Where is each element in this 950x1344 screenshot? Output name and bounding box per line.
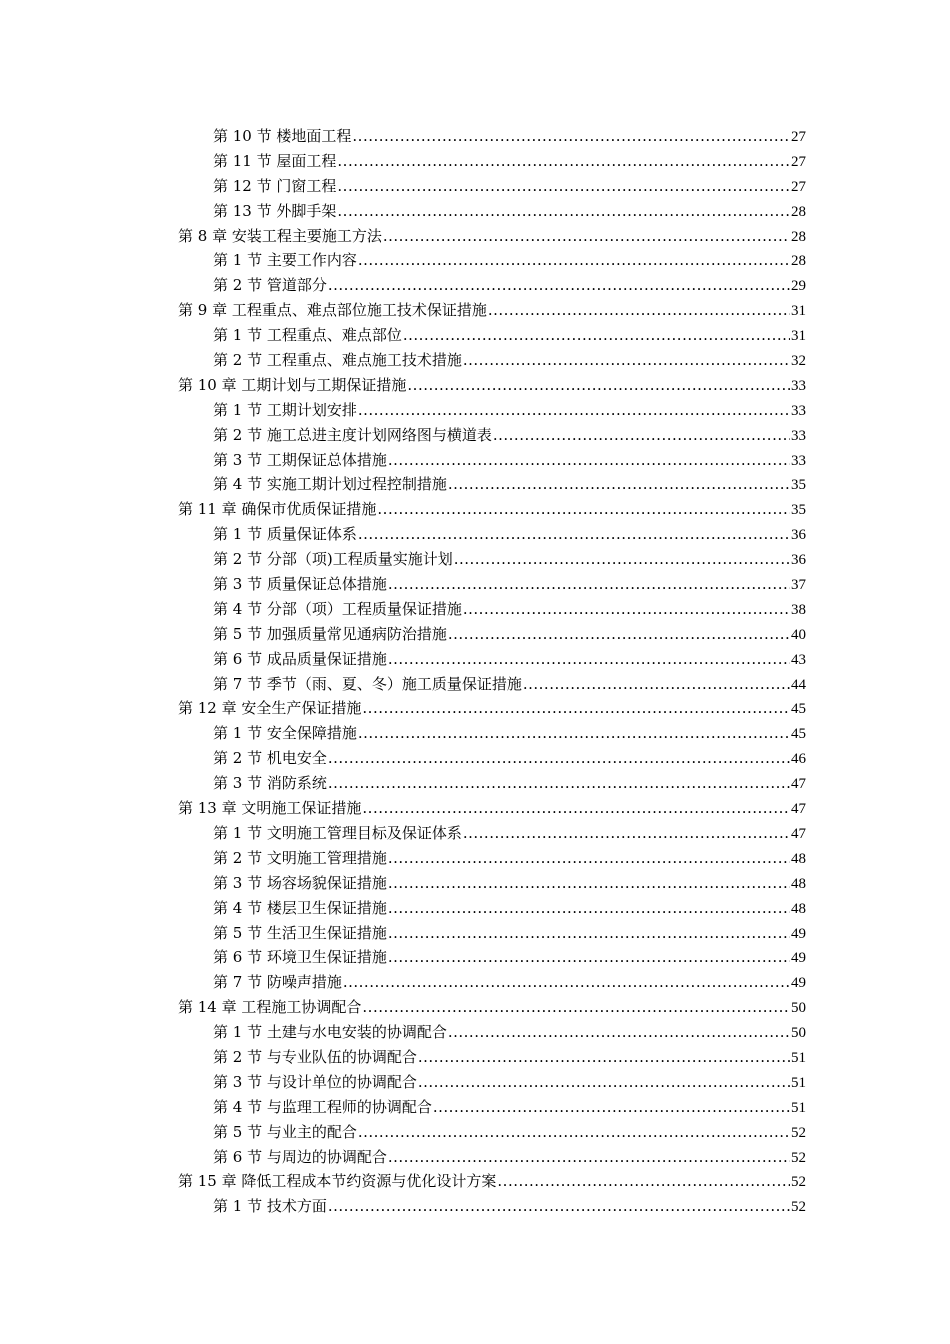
toc-dot-leader <box>383 224 790 249</box>
toc-entry-title: 第 3 节 场容场貌保证措施 <box>213 873 387 892</box>
toc-section-entry[interactable] <box>178 871 806 896</box>
toc-dot-leader <box>418 1070 790 1095</box>
toc-entry-title: 第 7 节 防噪声措施 <box>213 973 342 992</box>
toc-section-entry[interactable] <box>178 273 806 298</box>
toc-dot-leader <box>407 373 790 398</box>
toc-dot-leader <box>388 572 790 597</box>
toc-section-entry[interactable] <box>178 448 806 473</box>
toc-page-number: 45 <box>791 701 806 718</box>
toc-entry-title: 第 3 节 工期保证总体措施 <box>213 450 387 469</box>
toc-section-entry[interactable] <box>178 896 806 921</box>
toc-dot-leader <box>358 248 790 273</box>
toc-dot-leader <box>388 448 790 473</box>
toc-dot-leader <box>388 871 790 896</box>
toc-entry-title: 第 5 节 生活卫生保证措施 <box>213 923 387 942</box>
toc-page-number: 43 <box>791 651 806 668</box>
toc-entry-title: 第 4 节 分部（项）工程质量保证措施 <box>213 599 462 618</box>
toc-section-entry[interactable] <box>178 672 806 697</box>
toc-entry-title: 第 3 节 消防系统 <box>213 774 327 793</box>
toc-section-entry[interactable] <box>178 746 806 771</box>
toc-section-entry[interactable] <box>178 174 806 199</box>
toc-page-number: 52 <box>791 1149 806 1166</box>
toc-dot-leader <box>418 1045 790 1070</box>
toc-entry-title: 第 2 节 与专业队伍的协调配合 <box>213 1047 417 1066</box>
toc-page-number: 52 <box>791 1199 806 1216</box>
toc-dot-leader <box>328 771 790 796</box>
toc-section-entry[interactable] <box>178 323 806 348</box>
toc-entry-title: 第 1 节 土建与水电安装的协调配合 <box>213 1023 447 1042</box>
toc-section-entry[interactable] <box>178 1045 806 1070</box>
toc-page-number: 51 <box>791 1049 806 1066</box>
toc-dot-leader <box>433 1095 790 1120</box>
toc-chapter-entry[interactable] <box>178 696 806 721</box>
toc-chapter-entry[interactable] <box>178 224 806 249</box>
toc-dot-leader <box>388 846 790 871</box>
toc-page-number: 27 <box>791 153 806 170</box>
toc-section-entry[interactable] <box>178 846 806 871</box>
toc-section-entry[interactable] <box>178 721 806 746</box>
toc-entry-title: 第 10 章 工期计划与工期保证措施 <box>178 375 407 394</box>
toc-entry-title: 第 2 节 分部（项)工程质量实施计划 <box>213 550 453 569</box>
toc-page-number: 35 <box>791 502 806 519</box>
toc-entry-title: 第 8 章 安装工程主要施工方法 <box>178 226 382 245</box>
toc-page-number: 52 <box>791 1124 806 1141</box>
toc-entry-title: 第 10 节 楼地面工程 <box>213 127 352 145</box>
toc-section-entry[interactable] <box>178 547 806 572</box>
toc-dot-leader <box>343 970 790 995</box>
toc-entry-title: 第 1 节 安全保障措施 <box>213 724 357 743</box>
toc-section-entry[interactable] <box>178 199 806 224</box>
toc-section-entry[interactable] <box>178 472 806 497</box>
toc-page-number: 46 <box>791 751 806 768</box>
toc-section-entry[interactable] <box>178 1070 806 1095</box>
toc-entry-title: 第 14 章 工程施工协调配合 <box>178 998 362 1017</box>
toc-dot-leader <box>358 721 790 746</box>
toc-page-number: 49 <box>791 950 806 967</box>
toc-chapter-entry[interactable] <box>178 497 806 522</box>
toc-entry-title: 第 11 节 屋面工程 <box>213 151 337 170</box>
toc-dot-leader <box>352 124 790 149</box>
toc-page-number: 35 <box>791 477 806 494</box>
toc-entry-title: 第 12 章 安全生产保证措施 <box>178 699 362 718</box>
toc-section-entry[interactable] <box>178 622 806 647</box>
toc-section-entry[interactable] <box>178 921 806 946</box>
toc-entry-title: 第 13 章 文明施工保证措施 <box>178 799 362 818</box>
toc-dot-leader <box>388 1145 790 1170</box>
toc-page-number: 51 <box>791 1099 806 1116</box>
toc-dot-leader <box>328 273 790 298</box>
toc-page-number: 47 <box>791 801 806 818</box>
toc-entry-title: 第 3 节 质量保证总体措施 <box>213 575 387 594</box>
toc-dot-leader <box>388 945 790 970</box>
toc-section-entry[interactable] <box>178 423 806 448</box>
toc-page-number: 44 <box>791 676 806 693</box>
toc-entry-title: 第 11 章 确保市优质保证措施 <box>178 500 377 519</box>
toc-page-number: 33 <box>791 377 806 394</box>
toc-entry-title: 第 1 节 主要工作内容 <box>213 251 357 270</box>
toc-page-number: 49 <box>791 975 806 992</box>
toc-dot-leader <box>358 398 790 423</box>
toc-dot-leader <box>463 597 790 622</box>
toc-chapter-entry[interactable] <box>178 796 806 821</box>
toc-section-entry[interactable] <box>178 1145 806 1170</box>
toc-page-number: 28 <box>791 203 806 220</box>
toc-dot-leader <box>403 323 790 348</box>
toc-page-number: 33 <box>791 427 806 444</box>
toc-entry-title: 第 1 节 技术方面 <box>213 1197 327 1216</box>
toc-section-entry[interactable] <box>178 1095 806 1120</box>
toc-dot-leader <box>377 497 790 522</box>
toc-section-entry[interactable] <box>178 945 806 970</box>
toc-section-entry[interactable] <box>178 398 806 423</box>
toc-section-entry[interactable] <box>178 348 806 373</box>
toc-entry-title: 第 3 节 与设计单位的协调配合 <box>213 1072 417 1091</box>
toc-page-number: 36 <box>791 527 806 544</box>
toc-dot-leader <box>388 896 790 921</box>
toc-page-number: 27 <box>791 129 806 145</box>
toc-dot-leader <box>388 921 790 946</box>
toc-entry-title: 第 5 节 与业主的配合 <box>213 1122 357 1141</box>
toc-dot-leader <box>362 696 790 721</box>
toc-page-number: 45 <box>791 726 806 743</box>
toc-entry-title: 第 1 节 工期计划安排 <box>213 400 357 419</box>
toc-section-entry[interactable] <box>178 572 806 597</box>
table-of-contents <box>178 124 806 1219</box>
toc-section-entry[interactable] <box>178 771 806 796</box>
toc-page-number: 29 <box>791 278 806 295</box>
toc-dot-leader <box>362 995 790 1020</box>
toc-section-entry[interactable] <box>178 248 806 273</box>
toc-dot-leader <box>523 672 790 697</box>
toc-entry-title: 第 6 节 环境卫生保证措施 <box>213 948 387 967</box>
toc-dot-leader <box>497 1169 790 1194</box>
toc-chapter-entry[interactable] <box>178 298 806 323</box>
toc-entry-title: 第 9 章 工程重点、难点部位施工技术保证措施 <box>178 301 487 320</box>
toc-page-number: 48 <box>791 900 806 917</box>
toc-entry-title: 第 4 节 与监理工程师的协调配合 <box>213 1097 432 1116</box>
toc-page-number: 49 <box>791 925 806 942</box>
toc-entry-title: 第 1 节 工程重点、难点部位 <box>213 326 402 345</box>
toc-chapter-entry[interactable] <box>178 995 806 1020</box>
toc-page-number: 31 <box>791 303 806 320</box>
toc-dot-leader <box>388 647 790 672</box>
toc-chapter-entry[interactable] <box>178 373 806 398</box>
toc-section-entry[interactable] <box>178 1194 806 1219</box>
toc-dot-leader <box>328 746 790 771</box>
toc-section-entry[interactable] <box>178 124 806 149</box>
toc-dot-leader <box>488 298 790 323</box>
toc-section-entry[interactable] <box>178 1020 806 1045</box>
toc-page-number: 28 <box>791 228 806 245</box>
toc-page-number: 50 <box>791 1000 806 1017</box>
toc-page-number: 51 <box>791 1074 806 1091</box>
toc-dot-leader <box>358 1120 790 1145</box>
toc-chapter-entry[interactable] <box>178 1169 806 1194</box>
toc-page-number: 36 <box>791 552 806 569</box>
toc-dot-leader <box>463 821 790 846</box>
toc-dot-leader <box>358 522 790 547</box>
toc-dot-leader <box>493 423 790 448</box>
toc-dot-leader <box>328 1194 790 1219</box>
toc-entry-title: 第 2 节 文明施工管理措施 <box>213 848 387 867</box>
toc-dot-leader <box>448 1020 790 1045</box>
toc-entry-title: 第 7 节 季节（雨、夏、冬）施工质量保证措施 <box>213 674 522 693</box>
toc-dot-leader <box>337 174 790 199</box>
toc-page-number: 28 <box>791 253 806 270</box>
toc-entry-title: 第 1 节 文明施工管理目标及保证体系 <box>213 823 462 842</box>
toc-entry-title: 第 12 节 门窗工程 <box>213 176 337 195</box>
toc-dot-leader <box>463 348 790 373</box>
toc-dot-leader <box>362 796 790 821</box>
toc-page-number: 27 <box>791 178 806 195</box>
toc-page-number: 37 <box>791 577 806 594</box>
toc-entry-title: 第 5 节 加强质量常见通病防治措施 <box>213 624 447 643</box>
toc-dot-leader <box>448 622 790 647</box>
toc-page-number: 33 <box>791 452 806 469</box>
toc-section-entry[interactable] <box>178 821 806 846</box>
toc-page-number: 31 <box>791 328 806 345</box>
toc-entry-title: 第 2 节 管道部分 <box>213 276 327 295</box>
toc-entry-title: 第 4 节 实施工期计划过程控制措施 <box>213 475 447 494</box>
toc-page-number: 33 <box>791 402 806 419</box>
toc-page-number: 40 <box>791 626 806 643</box>
toc-entry-title: 第 2 节 工程重点、难点施工技术措施 <box>213 351 462 370</box>
toc-page-number: 47 <box>791 825 806 842</box>
toc-page-number: 50 <box>791 1025 806 1042</box>
toc-entry-title: 第 2 节 施工总进主度计划网络图与横道表 <box>213 425 492 444</box>
toc-section-entry[interactable] <box>178 522 806 547</box>
toc-section-entry[interactable] <box>178 970 806 995</box>
toc-dot-leader <box>448 472 790 497</box>
toc-entry-title: 第 2 节 机电安全 <box>213 749 327 768</box>
toc-page-number: 48 <box>791 850 806 867</box>
toc-section-entry[interactable] <box>178 149 806 174</box>
toc-section-entry[interactable] <box>178 647 806 672</box>
toc-entry-title: 第 4 节 楼层卫生保证措施 <box>213 898 387 917</box>
toc-entry-title: 第 15 章 降低工程成本节约资源与优化设计方案 <box>178 1172 497 1191</box>
toc-section-entry[interactable] <box>178 597 806 622</box>
toc-dot-leader <box>337 149 790 174</box>
toc-dot-leader <box>454 547 790 572</box>
toc-page-number: 52 <box>791 1174 806 1191</box>
toc-entry-title: 第 6 节 成品质量保证措施 <box>213 649 387 668</box>
toc-page-number: 48 <box>791 875 806 892</box>
toc-page-number: 32 <box>791 353 806 370</box>
toc-entry-title: 第 13 节 外脚手架 <box>213 201 337 220</box>
toc-section-entry[interactable] <box>178 1120 806 1145</box>
toc-entry-title: 第 6 节 与周边的协调配合 <box>213 1147 387 1166</box>
toc-page-number: 47 <box>791 776 806 793</box>
toc-dot-leader <box>337 199 790 224</box>
toc-entry-title: 第 1 节 质量保证体系 <box>213 525 357 544</box>
toc-page-number: 38 <box>791 601 806 618</box>
